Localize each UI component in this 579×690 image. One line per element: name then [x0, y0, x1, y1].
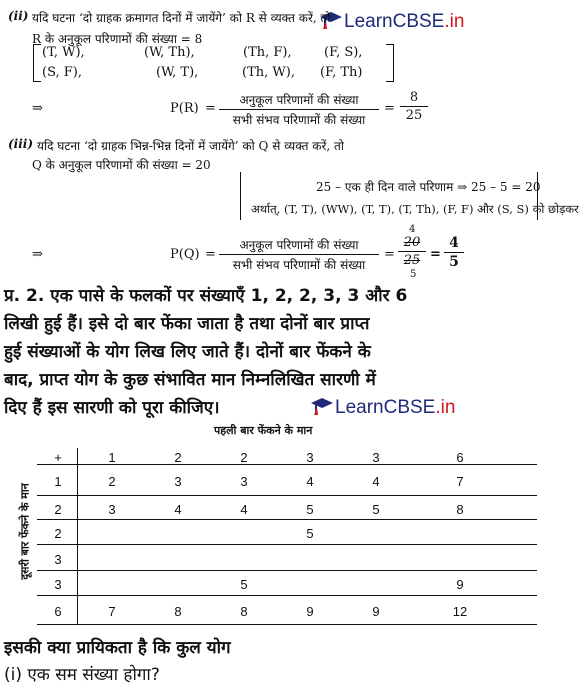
question-2-line-1: प्र. 2. एक पासे के फलकों पर संख्याएँ 1, 2, 2, 3, 3 और 6: [4, 286, 408, 306]
logo-tld: .in: [444, 11, 465, 32]
table-cell: [409, 521, 511, 546]
pair: (S, F),: [42, 65, 83, 80]
question-2-line-4: बाद, प्राप्त योग के कुछ संभावित मान निम्नलिखित सारणी में: [4, 370, 376, 390]
table-row: [37, 546, 511, 572]
fraction-numerator: अनुकूल परिणामों की संख्या: [219, 91, 379, 110]
table-cell: [79, 521, 145, 546]
logo-brand: LearnCBSE: [335, 397, 436, 418]
table-cell: [211, 521, 277, 546]
column-header: 1: [108, 450, 116, 465]
probability-label: P(R): [170, 101, 199, 116]
table-row: [37, 466, 511, 497]
table-cell: 9: [306, 604, 314, 619]
part-ii-line1: यदि घटना ‘दो ग्राहक क्रमागत दिनों में जायेंगे’ को R से व्यक्त करें, तो: [32, 11, 331, 25]
column-header: 6: [456, 450, 464, 465]
pair: (F, S),: [324, 45, 363, 60]
row-header: 2: [54, 501, 62, 517]
table-cell: 4: [372, 474, 380, 489]
row-header: 6: [54, 604, 62, 619]
table-cell: [79, 572, 145, 597]
learncbse-logo-mid: [309, 395, 455, 419]
question-2-line-5: दिए हैं इस सारणी को पूरा कीजिए।: [4, 398, 220, 418]
pair: (Th, W),: [242, 65, 295, 80]
equals-sign: =: [205, 101, 216, 116]
part-iii-line1: यदि घटना ‘दो ग्राहक भिन्न-भिन्न दिनों में जायेंगे’ को Q से व्यक्त करें, तो: [37, 139, 344, 153]
follow-up-part-i: (i) एक सम संख्या होगा?: [4, 665, 160, 685]
pair-bracket-right: [386, 44, 394, 82]
table-cell: 2: [108, 474, 116, 489]
note-line-2: अर्थात्, (T, T), (WW), (T, T), (T, Th), (F, F) और (S, S) को छोड़कर: [251, 202, 579, 216]
table-cell: 7: [108, 604, 116, 619]
part-iii-line2: Q के अनुकूल परिणामों की संख्या = 20: [32, 158, 211, 172]
table-cell: 4: [306, 474, 314, 489]
part-ii-line2: R के अनुकूल परिणामों की संख्या = 8: [32, 32, 203, 46]
result-denominator: 25: [405, 108, 423, 123]
table-cell: [145, 521, 211, 546]
row-header: 2: [54, 526, 62, 541]
final-numerator: 4: [444, 235, 464, 253]
table-cell: [277, 546, 343, 572]
table-cell: [79, 546, 145, 572]
column-header: 2: [174, 450, 182, 465]
row-header: 3: [54, 577, 62, 592]
pair: (W, Th),: [144, 45, 195, 60]
implies-arrow: ⇒: [32, 101, 43, 116]
table-cell: 5: [306, 501, 314, 517]
table-corner: +: [54, 450, 62, 465]
table-row: [37, 521, 511, 546]
table-cell: 5: [240, 577, 248, 592]
column-header: 3: [372, 450, 380, 465]
fraction-numerator: अनुकूल परिणामों की संख्या: [219, 236, 379, 255]
probability-fraction: [219, 236, 379, 273]
final-fraction: [444, 235, 464, 270]
graduation-cap-icon: [309, 395, 333, 417]
cancel-bottom-digit: 5: [410, 269, 417, 280]
table-cell: [409, 546, 511, 572]
result-fraction: [400, 90, 428, 123]
logo-brand: LearnCBSE: [344, 11, 445, 32]
table-cell: 3: [174, 474, 182, 489]
result-numerator: 8: [400, 90, 428, 107]
table-cell: 5: [306, 526, 314, 541]
row-header: 1: [54, 474, 62, 489]
table-cell: 9: [372, 604, 380, 619]
table-row: [37, 572, 511, 597]
table-cell: [343, 521, 409, 546]
row-header: 3: [54, 551, 62, 567]
note-line-1: 25 – एक ही दिन वाले परिणाम ⇒ 25 – 5 = 20: [316, 180, 541, 194]
cancelled-fraction: [398, 235, 426, 268]
pair-bracket: [33, 44, 41, 82]
pair: (W, T),: [156, 65, 199, 80]
table-cell: [145, 546, 211, 572]
table-cell: 7: [456, 474, 464, 489]
table-cell: 4: [174, 501, 182, 517]
fraction-denominator: सभी संभव परिणामों की संख्या: [232, 113, 366, 127]
table-cell: [145, 572, 211, 597]
table-side-header: दूसरी बार फेंकने के मान: [18, 483, 32, 580]
question-2-line-2: लिखी हुई हैं। इसे दो बार फेंका जाता है तथा दोनों बार प्राप्त: [4, 314, 370, 334]
cancel-top-digit: 4: [409, 224, 416, 235]
table-cell: 8: [240, 604, 248, 619]
table-cell: 3: [240, 474, 248, 489]
table-cell: [277, 572, 343, 597]
pair: (T, W),: [42, 45, 85, 60]
table-cell: 8: [174, 604, 182, 619]
table-cell: 5: [372, 501, 380, 517]
probability-label: P(Q): [170, 247, 200, 262]
pair: (Th, F),: [243, 45, 292, 60]
follow-up-question: इसकी क्या प्रायिकता है कि कुल योग: [4, 638, 231, 658]
pair: (F, Th): [320, 65, 363, 80]
column-header: 3: [306, 450, 314, 465]
table-cell: [343, 546, 409, 572]
learncbse-logo-top: [318, 9, 464, 33]
cancelled-denominator: 25: [403, 253, 421, 268]
part-iii-label: (iii): [8, 137, 34, 151]
cancelled-numerator: 20: [398, 235, 426, 252]
implies-arrow: ⇒: [32, 247, 43, 262]
table-cell: [343, 572, 409, 597]
table-cell: 9: [456, 577, 464, 592]
table-grid: [37, 449, 511, 626]
equals-sign: =: [430, 247, 441, 262]
question-2-line-3: हुई संख्याओं के योग लिख लिए जाते हैं। दोनों बार फेंकने के: [4, 342, 371, 362]
table-top-header: पहली बार फेंकने के मान: [214, 424, 313, 437]
table-cell: 8: [456, 501, 464, 517]
final-denominator: 5: [449, 254, 459, 270]
table-row: [37, 597, 511, 626]
column-header: 2: [240, 450, 248, 465]
equals-sign: =: [205, 247, 216, 262]
table-cell: 3: [108, 501, 116, 517]
table-cell: [211, 546, 277, 572]
probability-fraction: [219, 91, 379, 128]
table-cell: 12: [452, 604, 468, 619]
logo-tld: .in: [435, 397, 456, 418]
table-cell: 4: [240, 501, 248, 517]
table-row: [37, 497, 511, 521]
equals-sign: =: [384, 101, 395, 116]
fraction-denominator: सभी संभव परिणामों की संख्या: [232, 258, 366, 272]
part-ii-label: (ii): [8, 9, 29, 23]
equals-sign: =: [384, 247, 395, 262]
